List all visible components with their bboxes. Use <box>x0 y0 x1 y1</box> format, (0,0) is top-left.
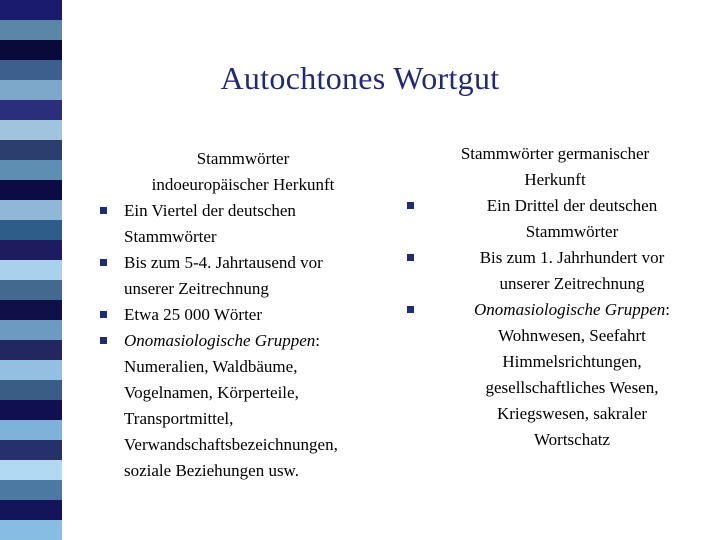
stripe-segment <box>0 0 62 20</box>
list-item <box>98 302 388 328</box>
item-text: Bis zum 5-4. Jahrtausend vor <box>124 253 323 272</box>
square-bullet-icon <box>407 254 414 261</box>
list-item <box>98 198 388 250</box>
stripe-segment <box>0 180 62 200</box>
list-item <box>98 250 388 302</box>
item-text: Kriegswesen, sakraler <box>496 404 648 423</box>
stripe-segment <box>0 460 62 480</box>
item-text: soziale Beziehungen usw. <box>124 461 299 480</box>
square-bullet-icon <box>407 202 414 209</box>
list-item <box>98 328 388 484</box>
list-item <box>405 297 705 453</box>
stripe-segment <box>0 380 62 400</box>
item-text: Verwandschaftsbezeichnungen, <box>124 435 338 454</box>
stripe-segment <box>0 500 62 520</box>
item-text: Stammwörter <box>525 222 619 241</box>
item-text: unserer Zeitrechnung <box>124 279 269 298</box>
stripe-segment <box>0 260 62 280</box>
item-text <box>124 328 388 354</box>
item-text: Wohnwesen, Seefahrt <box>498 326 646 345</box>
stripe-segment <box>0 320 62 340</box>
stripe-segment <box>0 440 62 460</box>
slide-title: Autochtones Wortgut <box>220 60 500 96</box>
square-bullet-icon <box>100 337 107 344</box>
suffix: : <box>665 300 670 319</box>
stripe-segment <box>0 100 62 120</box>
stripe-segment <box>0 240 62 260</box>
item-text <box>439 297 705 323</box>
stripe-segment <box>0 340 62 360</box>
item-text: Numeralien, Waldbäume, <box>124 357 298 376</box>
stripe-segment <box>0 480 62 500</box>
right-heading-line: Stammwörter germanischer <box>460 144 650 163</box>
suffix: : <box>315 331 320 350</box>
square-bullet-icon <box>100 311 107 318</box>
stripe-segment <box>0 360 62 380</box>
item-text: Stammwörter <box>124 227 217 246</box>
square-bullet-icon <box>100 259 107 266</box>
left-column <box>98 146 388 484</box>
item-text: Vogelnamen, Körperteile, <box>124 383 299 402</box>
item-text: unserer Zeitrechnung <box>499 274 645 293</box>
stripe-segment <box>0 220 62 240</box>
item-text: Transportmittel, <box>124 409 234 428</box>
italic-term: Onomasiologische Gruppen <box>474 300 666 319</box>
left-heading-line: indoeuropäischer Herkunft <box>151 175 335 194</box>
left-heading-line: Stammwörter <box>196 149 290 168</box>
stripe-segment <box>0 300 62 320</box>
stripe-segment <box>0 120 62 140</box>
stripe-segment <box>0 20 62 40</box>
stripe-segment <box>0 140 62 160</box>
italic-term: Onomasiologische Gruppen <box>124 331 316 350</box>
stripe-segment <box>0 160 62 180</box>
list-item <box>405 245 705 297</box>
stripe-segment <box>0 420 62 440</box>
square-bullet-icon <box>407 306 414 313</box>
item-text: Etwa 25 000 Wörter <box>124 305 263 324</box>
stripe-segment <box>0 400 62 420</box>
item-text: Wortschatz <box>533 430 611 449</box>
item-text: Bis zum 1. Jahrhundert vor <box>479 248 665 267</box>
item-text: gesellschaftliches Wesen, <box>485 378 659 397</box>
stripe-segment <box>0 40 62 60</box>
right-column <box>405 141 705 453</box>
stripe-segment <box>0 200 62 220</box>
stripe-segment <box>0 520 62 540</box>
right-heading <box>405 141 705 193</box>
right-heading-line: Herkunft <box>524 170 586 189</box>
list-item <box>405 193 705 245</box>
stripe-segment <box>0 280 62 300</box>
item-text: Ein Drittel der deutschen <box>486 196 658 215</box>
left-heading <box>98 146 388 198</box>
item-text: Ein Viertel der deutschen <box>124 201 296 220</box>
square-bullet-icon <box>100 207 107 214</box>
item-text: Himmelsrichtungen, <box>502 352 642 371</box>
